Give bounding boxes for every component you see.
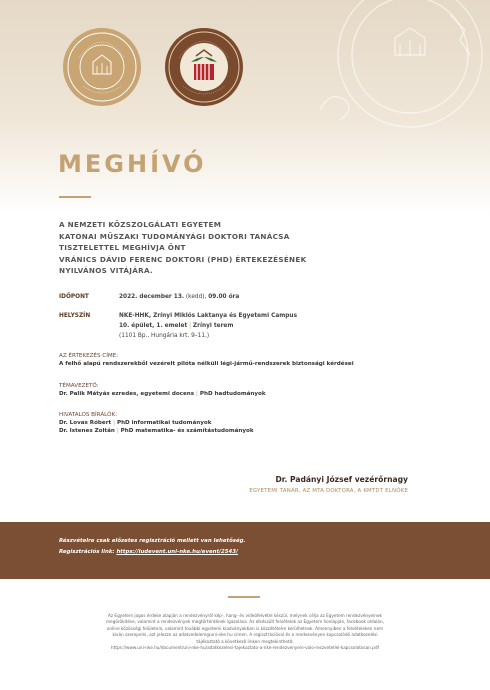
place-label: HELYSZÍN <box>59 313 91 319</box>
day-text: (kedd), <box>185 294 207 300</box>
footer-line: megörökítése, valamint a rendezvények megtörténtének igazolása. Az elkészült felvételek az Egyetem honlapján, facebook oldalán, <box>106 619 384 625</box>
title-divider <box>59 196 91 198</box>
footer-divider <box>228 596 260 598</box>
intro-line: A NEMZETI KÖZSZOLGÁLATI EGYETEM <box>59 220 222 229</box>
reviewer-item: Dr. Istenes Zoltán | PhD matematika- és számítástudományok <box>59 428 254 434</box>
footer-line: online közösségi felületein, valamint további egyetemi kiadványokban is közzétételre kerülhetnek. Amennyiben a felvételeken nem <box>106 625 384 631</box>
clock-text: 09.00 óra <box>208 294 240 300</box>
time-value <box>119 293 239 301</box>
intro-line: TISZTELETTEL MEGHÍVJA ÖNT <box>59 243 186 253</box>
university-seal-logo <box>63 28 141 106</box>
date-text: 2022. december 13. <box>119 294 185 300</box>
privacy-policy-link[interactable]: https://www.uni-nke.hu/document/uni-nke-hu/adatkezelesi-tajekoztato-a-nke-rendezvenyein-valo-reszvetellel-kapcsolatosan.pdf <box>111 645 379 651</box>
supervisor-label: TÉMAVEZETŐ: <box>59 383 99 389</box>
footer-line: Az Egyetem jogos érdeke alapján a rendezvényről kép-, hang- és videófelvétel készül, melynek célja az Egyetem rendezvényeinek <box>108 613 382 618</box>
footer-line: kíván szerepelni, azt jelezze az adatvedelem@uni-nke.hu címen. A regisztrációval és a rendezvényen kapcsolódó adatkezelési <box>112 632 378 638</box>
watermark-ornament-icon <box>300 0 490 140</box>
reviewer-item: Dr. Lovas Róbert | PhD informatikai tudományok <box>59 420 212 426</box>
signatory-role: EGYETEMI TANÁR, AZ MTA DOKTORA, A KMTDT ELNÖKE <box>249 488 408 494</box>
registration-link-line: Regisztrációs link: https://ludevent.uni-nke.hu/event/2543/ <box>59 549 238 555</box>
thesis-section <box>59 352 354 368</box>
page-title: MEGHÍVÓ <box>58 150 207 178</box>
thesis-title: A felhő alapú rendszerekből vezérelt pilóta nélküli légi-jármű-rendszerek biztonsági kérdései <box>59 361 354 367</box>
supervisor-entry: Dr. Palik Mátyás ezredes, egyetemi docens | PhD hadtudományok <box>59 391 266 397</box>
footer-line: tájékoztató a következő linken megtekinthető: <box>196 638 294 644</box>
invitation-text <box>59 219 306 277</box>
intro-line: NYILVÁNOS VITÁJÁRA. <box>59 266 153 276</box>
intro-line: VRÁNICS DÁVID FERENC DOKTORI (PHD) ÉRTEKEZÉSÉNEK <box>59 254 307 264</box>
privacy-notice <box>60 613 430 651</box>
reviewers-section <box>59 411 254 435</box>
thesis-label: AZ ÉRTEKEZÉS CÍME: <box>59 353 119 359</box>
registration-note: Részvételre csak előzetes regisztráció mellett van lehetőség. <box>59 538 246 544</box>
faculty-seal-logo <box>165 28 243 106</box>
reviewers-label: HIVATALOS BÍRÁLÓK: <box>59 412 118 418</box>
place-line-1: NKE-HHK, Zrínyi Miklós Laktanya és Egyetemi Campus <box>119 313 298 319</box>
registration-band <box>0 522 490 579</box>
registration-link[interactable]: https://ludevent.uni-nke.hu/event/2543/ <box>116 549 238 555</box>
time-label: IDŐPONT <box>59 294 89 300</box>
signatory-name: Dr. Padányi József vezérőrnagy <box>275 475 408 484</box>
place-line-3: (1101 Bp., Hungária krt. 9–11.) <box>119 333 210 339</box>
place-line-2: 10. épület, 1. emelet | Zrínyi terem <box>119 323 234 329</box>
supervisor-section <box>59 382 266 398</box>
intro-line: KATONAI MŰSZAKI TUDOMÁNYÁGI DOKTORI TANÁCSA <box>59 231 290 241</box>
